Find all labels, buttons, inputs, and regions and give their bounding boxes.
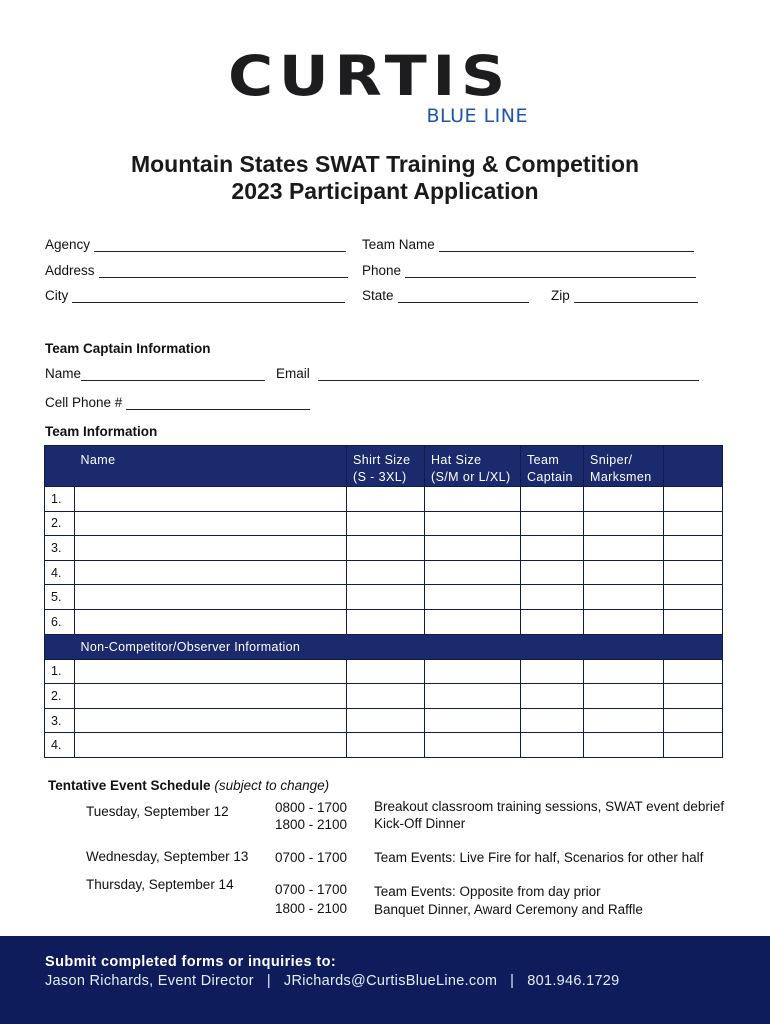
table-row bbox=[45, 487, 723, 512]
extra-cell[interactable] bbox=[664, 511, 723, 536]
observer-header-spacer bbox=[45, 634, 75, 659]
phone-label: Phone bbox=[362, 263, 402, 278]
sniper-cell[interactable] bbox=[584, 659, 664, 684]
header-captain bbox=[521, 446, 584, 487]
header-hat bbox=[425, 446, 521, 487]
header-name: Name bbox=[75, 446, 347, 487]
hat-cell[interactable] bbox=[425, 560, 521, 585]
table-row bbox=[45, 511, 723, 536]
name-cell[interactable] bbox=[75, 585, 347, 610]
name-cell[interactable] bbox=[75, 708, 347, 733]
schedule-note: (subject to change) bbox=[214, 778, 330, 793]
header-number-cell bbox=[45, 446, 75, 487]
captain-cell[interactable] bbox=[521, 536, 584, 561]
name-cell[interactable] bbox=[75, 536, 347, 561]
sniper-cell[interactable] bbox=[584, 585, 664, 610]
shirt-cell[interactable] bbox=[347, 733, 425, 758]
agency-label: Agency bbox=[45, 237, 91, 252]
table-row bbox=[45, 708, 723, 733]
hat-cell[interactable] bbox=[425, 733, 521, 758]
header-captain-line1: Team bbox=[527, 453, 560, 467]
phone-field[interactable] bbox=[362, 263, 696, 278]
sniper-cell[interactable] bbox=[584, 560, 664, 585]
row-number: 1. bbox=[45, 659, 75, 684]
hat-cell[interactable] bbox=[425, 487, 521, 512]
schedule-time: 0700 - 1700 bbox=[275, 850, 348, 865]
shirt-cell[interactable] bbox=[347, 511, 425, 536]
sniper-cell[interactable] bbox=[584, 511, 664, 536]
shirt-cell[interactable] bbox=[347, 560, 425, 585]
shirt-cell[interactable] bbox=[347, 684, 425, 709]
row-number: 4. bbox=[45, 560, 75, 585]
captain-cell[interactable] bbox=[521, 560, 584, 585]
team-heading: Team Information bbox=[45, 424, 158, 439]
curtis-blue-line-logo bbox=[228, 44, 528, 128]
schedule-event: Banquet Dinner, Award Ceremony and Raffle bbox=[374, 902, 643, 917]
name-cell[interactable] bbox=[75, 511, 347, 536]
state-label: State bbox=[362, 288, 394, 303]
captain-cell[interactable] bbox=[521, 708, 584, 733]
schedule-day: Tuesday, September 12 bbox=[86, 804, 229, 819]
hat-cell[interactable] bbox=[425, 684, 521, 709]
sniper-cell[interactable] bbox=[584, 609, 664, 634]
row-number: 1. bbox=[45, 487, 75, 512]
footer-heading: Submit completed forms or inquiries to: bbox=[45, 954, 337, 970]
captain-email-label: Email bbox=[276, 366, 310, 381]
state-field[interactable] bbox=[362, 288, 529, 303]
footer-contact[interactable]: Jason Richards, Event Director | JRichards@CurtisBlueLine.com | 801.946.1729 bbox=[45, 973, 620, 989]
captain-heading: Team Captain Information bbox=[45, 341, 211, 356]
schedule-heading-text: Tentative Event Schedule bbox=[48, 778, 211, 793]
table-header-row bbox=[45, 446, 723, 487]
name-cell[interactable] bbox=[75, 609, 347, 634]
shirt-cell[interactable] bbox=[347, 536, 425, 561]
row-number: 2. bbox=[45, 511, 75, 536]
table-row bbox=[45, 659, 723, 684]
schedule-event: Breakout classroom training sessions, SWAT event debrief bbox=[374, 799, 725, 814]
sniper-cell[interactable] bbox=[584, 708, 664, 733]
table-row bbox=[45, 733, 723, 758]
schedule-time: 0800 - 1700 bbox=[275, 800, 348, 815]
city-field[interactable] bbox=[45, 288, 345, 303]
table-row bbox=[45, 609, 723, 634]
header-hat-label: Hat Size bbox=[431, 453, 482, 467]
row-number: 3. bbox=[45, 536, 75, 561]
schedule-event: Kick-Off Dinner bbox=[374, 816, 466, 831]
captain-name-label: Name bbox=[45, 366, 82, 381]
header-hat-range: (S/M or L/XL) bbox=[431, 470, 511, 484]
shirt-cell[interactable] bbox=[347, 659, 425, 684]
schedule-time: 1800 - 2100 bbox=[275, 901, 348, 916]
name-cell[interactable] bbox=[75, 659, 347, 684]
captain-cell[interactable] bbox=[521, 609, 584, 634]
agency-field[interactable] bbox=[45, 237, 346, 252]
hat-cell[interactable] bbox=[425, 536, 521, 561]
captain-cell[interactable] bbox=[521, 487, 584, 512]
schedule-time: 1800 - 2100 bbox=[275, 817, 348, 832]
extra-cell[interactable] bbox=[664, 536, 723, 561]
sniper-cell[interactable] bbox=[584, 733, 664, 758]
captain-cell[interactable] bbox=[521, 733, 584, 758]
row-number: 3. bbox=[45, 708, 75, 733]
header-shirt-label: Shirt Size bbox=[353, 453, 411, 467]
schedule-time: 0700 - 1700 bbox=[275, 882, 348, 897]
row-number: 2. bbox=[45, 684, 75, 709]
form-subtitle: 2023 Participant Application bbox=[231, 178, 539, 204]
extra-cell[interactable] bbox=[664, 487, 723, 512]
schedule-event: Team Events: Opposite from day prior bbox=[374, 884, 601, 899]
schedule-day: Wednesday, September 13 bbox=[86, 849, 249, 864]
team-table bbox=[44, 445, 723, 758]
captain-cell[interactable] bbox=[521, 659, 584, 684]
team-name-label: Team Name bbox=[362, 237, 435, 252]
schedule-day: Thursday, September 14 bbox=[86, 877, 234, 892]
name-cell[interactable] bbox=[75, 684, 347, 709]
logo-wordmark: CURTIS bbox=[228, 44, 511, 108]
extra-cell[interactable] bbox=[664, 684, 723, 709]
zip-label: Zip bbox=[551, 288, 570, 303]
shirt-cell[interactable] bbox=[347, 708, 425, 733]
schedule-event: Team Events: Live Fire for half, Scenarios for other half bbox=[374, 850, 704, 865]
form-title: Mountain States SWAT Training & Competition bbox=[130, 151, 640, 177]
header-extra bbox=[664, 446, 723, 487]
team-name-field[interactable] bbox=[362, 237, 694, 252]
name-cell[interactable] bbox=[75, 733, 347, 758]
city-label: City bbox=[45, 288, 69, 303]
extra-cell[interactable] bbox=[664, 659, 723, 684]
header-shirt-range: (S - 3XL) bbox=[353, 470, 407, 484]
name-cell[interactable] bbox=[75, 487, 347, 512]
extra-cell[interactable] bbox=[664, 585, 723, 610]
captain-name-field[interactable] bbox=[45, 366, 265, 381]
address-field[interactable] bbox=[45, 263, 348, 278]
captain-cell[interactable] bbox=[521, 585, 584, 610]
hat-cell[interactable] bbox=[425, 708, 521, 733]
captain-cell[interactable] bbox=[521, 511, 584, 536]
hat-cell[interactable] bbox=[425, 659, 521, 684]
zip-field[interactable] bbox=[551, 288, 698, 303]
extra-cell[interactable] bbox=[664, 733, 723, 758]
shirt-cell[interactable] bbox=[347, 585, 425, 610]
captain-cell-label: Cell Phone # bbox=[45, 395, 123, 410]
logo-subtitle: BLUE LINE bbox=[426, 105, 528, 127]
sniper-cell[interactable] bbox=[584, 487, 664, 512]
hat-cell[interactable] bbox=[425, 609, 521, 634]
header-sniper bbox=[584, 446, 664, 487]
captain-cell-field[interactable] bbox=[45, 395, 310, 410]
header-captain-line2: Captain bbox=[527, 470, 573, 484]
name-cell[interactable] bbox=[75, 560, 347, 585]
extra-cell[interactable] bbox=[664, 609, 723, 634]
sniper-cell[interactable] bbox=[584, 536, 664, 561]
header-sniper-line2: Marksmen bbox=[590, 470, 652, 484]
extra-cell[interactable] bbox=[664, 708, 723, 733]
table-row bbox=[45, 585, 723, 610]
shirt-cell[interactable] bbox=[347, 609, 425, 634]
extra-cell[interactable] bbox=[664, 560, 723, 585]
observer-header-row bbox=[45, 634, 723, 659]
header-shirt bbox=[347, 446, 425, 487]
captain-email-field[interactable] bbox=[276, 366, 699, 381]
table-row bbox=[45, 684, 723, 709]
address-label: Address bbox=[45, 263, 95, 278]
table-row bbox=[45, 536, 723, 561]
observer-heading: Non-Competitor/Observer Information bbox=[75, 634, 723, 659]
row-number: 4. bbox=[45, 733, 75, 758]
row-number: 6. bbox=[45, 609, 75, 634]
schedule-heading bbox=[48, 778, 329, 793]
header-sniper-line1: Sniper/ bbox=[590, 453, 633, 467]
row-number: 5. bbox=[45, 585, 75, 610]
hat-cell[interactable] bbox=[425, 511, 521, 536]
table-row bbox=[45, 560, 723, 585]
captain-cell[interactable] bbox=[521, 684, 584, 709]
hat-cell[interactable] bbox=[425, 585, 521, 610]
footer-banner bbox=[0, 936, 770, 1024]
shirt-cell[interactable] bbox=[347, 487, 425, 512]
sniper-cell[interactable] bbox=[584, 684, 664, 709]
